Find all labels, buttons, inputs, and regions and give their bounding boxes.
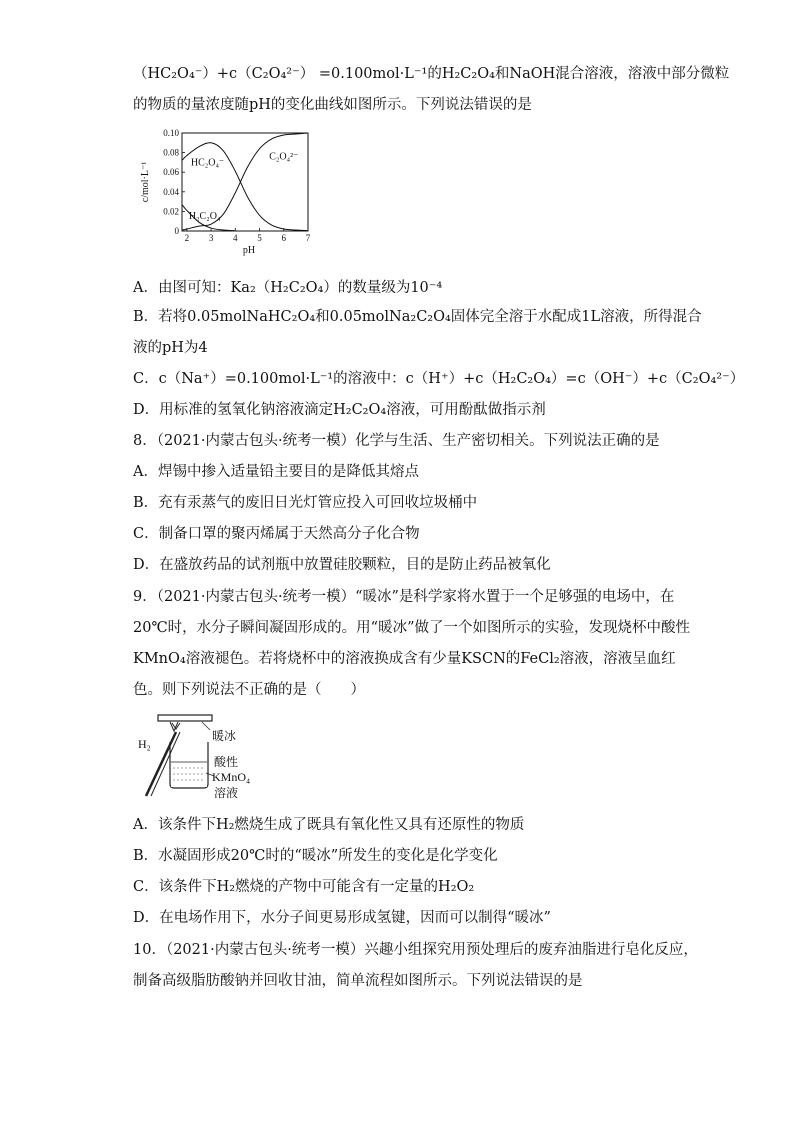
y-tick-label: 0 bbox=[174, 226, 179, 236]
y-tick-label: 0.06 bbox=[163, 167, 179, 178]
q8-stem: 8．（2021·内蒙古包头·统考一模）化学与生活、生产密切相关。下列说法正确的是 bbox=[133, 433, 660, 449]
series-label-h2c2o4: H₂C₂O₄ bbox=[188, 211, 221, 223]
h2-label: H₂ bbox=[138, 737, 151, 751]
kmno4-label: KMnO₄ bbox=[212, 770, 251, 784]
q8-option-b: B．充有汞蒸气的废旧日光灯管应投入可回收垃圾桶中 bbox=[133, 495, 478, 511]
x-tick-label: 7 bbox=[305, 233, 311, 243]
q7-stem-line-2: 的物质的量浓度随pH的变化曲线如图所示。下列说法错误的是 bbox=[133, 97, 532, 113]
x-tick-label: 2 bbox=[184, 233, 190, 243]
y-tick-label: 0.08 bbox=[163, 147, 179, 158]
q7-stem-line-1: （HC₂O₄⁻）+c（C₂O₄²⁻） =0.100mol·L⁻¹的H₂C₂O₄和NaOH混合溶液，溶液中部分微粒 bbox=[133, 66, 730, 82]
q10-stem-line-1: 10．（2021·内蒙古包头·统考一模）兴趣小组探究用预处理后的废弃油脂进行皂化反应， bbox=[133, 942, 698, 958]
ice-plate bbox=[158, 715, 212, 721]
concentration-ph-chart bbox=[136, 125, 336, 270]
q9-option-b: B．水凝固形成20℃时的“暖冰”所发生的变化是化学变化 bbox=[133, 848, 498, 864]
q9-stem-line-3: KMnO₄溶液褪色。若将烧杯中的溶液换成含有少量KSCN的FeCl₂溶液，溶液呈血红 bbox=[133, 651, 676, 667]
q7-option-a: A．由图可知：Ka₂（H₂C₂O₄）的数量级为10⁻⁴ bbox=[133, 280, 443, 296]
x-axis-label: pH bbox=[242, 245, 256, 256]
x-tick-label: 4 bbox=[233, 233, 238, 243]
q9-option-d: D．在电场作用下，水分子间更易形成氢键，因而可以制得“暖冰” bbox=[133, 910, 551, 926]
y-tick-label: 0.10 bbox=[163, 128, 179, 138]
acid-label: 酸性 bbox=[214, 755, 239, 769]
series-label-hc2o4: HC₂O₄⁻ bbox=[190, 157, 225, 169]
q9-stem-line-1: 9．（2021·内蒙古包头·统考一模）“暖冰”是科学家将水置于一个足够强的电场中，在 bbox=[133, 589, 675, 605]
q9-option-c: C．该条件下H₂燃烧的产物中可能含有一定量的H₂O₂ bbox=[133, 879, 475, 895]
beaker-solution bbox=[171, 762, 207, 787]
x-tick-label: 6 bbox=[281, 233, 287, 243]
solution-label: 溶液 bbox=[214, 786, 239, 800]
q7-option-b-line-2: 液的pH为4 bbox=[133, 340, 208, 356]
q8-option-a: A．焊锡中掺入适量铅主要目的是降低其熔点 bbox=[133, 464, 419, 480]
q9-stem-line-2: 20℃时，水分子瞬间凝固形成的。用“暖冰”做了一个如图所示的实验，发现烧杯中酸性 bbox=[133, 620, 690, 636]
warm-ice-apparatus bbox=[136, 710, 276, 805]
q9-option-a: A．该条件下H₂燃烧生成了既具有氧化性又具有还原性的物质 bbox=[133, 817, 525, 833]
y-axis-label: c/mol·L⁻¹ bbox=[140, 161, 151, 203]
y-tick-label: 0.02 bbox=[163, 206, 179, 217]
q7-option-d: D．用标准的氢氧化钠溶液滴定H₂C₂O₄溶液，可用酚酞做指示剂 bbox=[133, 402, 546, 418]
warm-ice-label: 暖冰 bbox=[212, 729, 237, 743]
y-tick-label: 0.04 bbox=[163, 186, 179, 197]
q10-stem-line-2: 制备高级脂肪酸钠并回收甘油，简单流程如图所示。下列说法错误的是 bbox=[133, 973, 583, 989]
q8-option-d: D．在盛放药品的试剂瓶中放置硅胶颗粒，目的是防止药品被氧化 bbox=[133, 557, 551, 573]
series-label-c2o4: C₂O₄²⁻ bbox=[269, 151, 299, 163]
q9-stem-line-4: 色。则下列说法不正确的是（ ） bbox=[133, 682, 365, 698]
x-tick-label: 3 bbox=[208, 233, 214, 243]
q8-option-c: C．制备口罩的聚丙烯属于天然高分子化合物 bbox=[133, 526, 420, 542]
q7-option-b-line-1: B．若将0.05molNaHC₂O₄和0.05molNa₂C₂O₄固体完全溶于水配成1L溶液，所得混合 bbox=[133, 309, 702, 325]
flame-icon bbox=[170, 722, 180, 731]
q7-option-c: C．c（Na⁺）=0.100mol·L⁻¹的溶液中：c（H⁺）+c（H₂C₂O₄）=c（OH⁻）+c（C₂O₄²⁻） bbox=[133, 371, 745, 387]
x-tick-label: 5 bbox=[257, 233, 262, 243]
